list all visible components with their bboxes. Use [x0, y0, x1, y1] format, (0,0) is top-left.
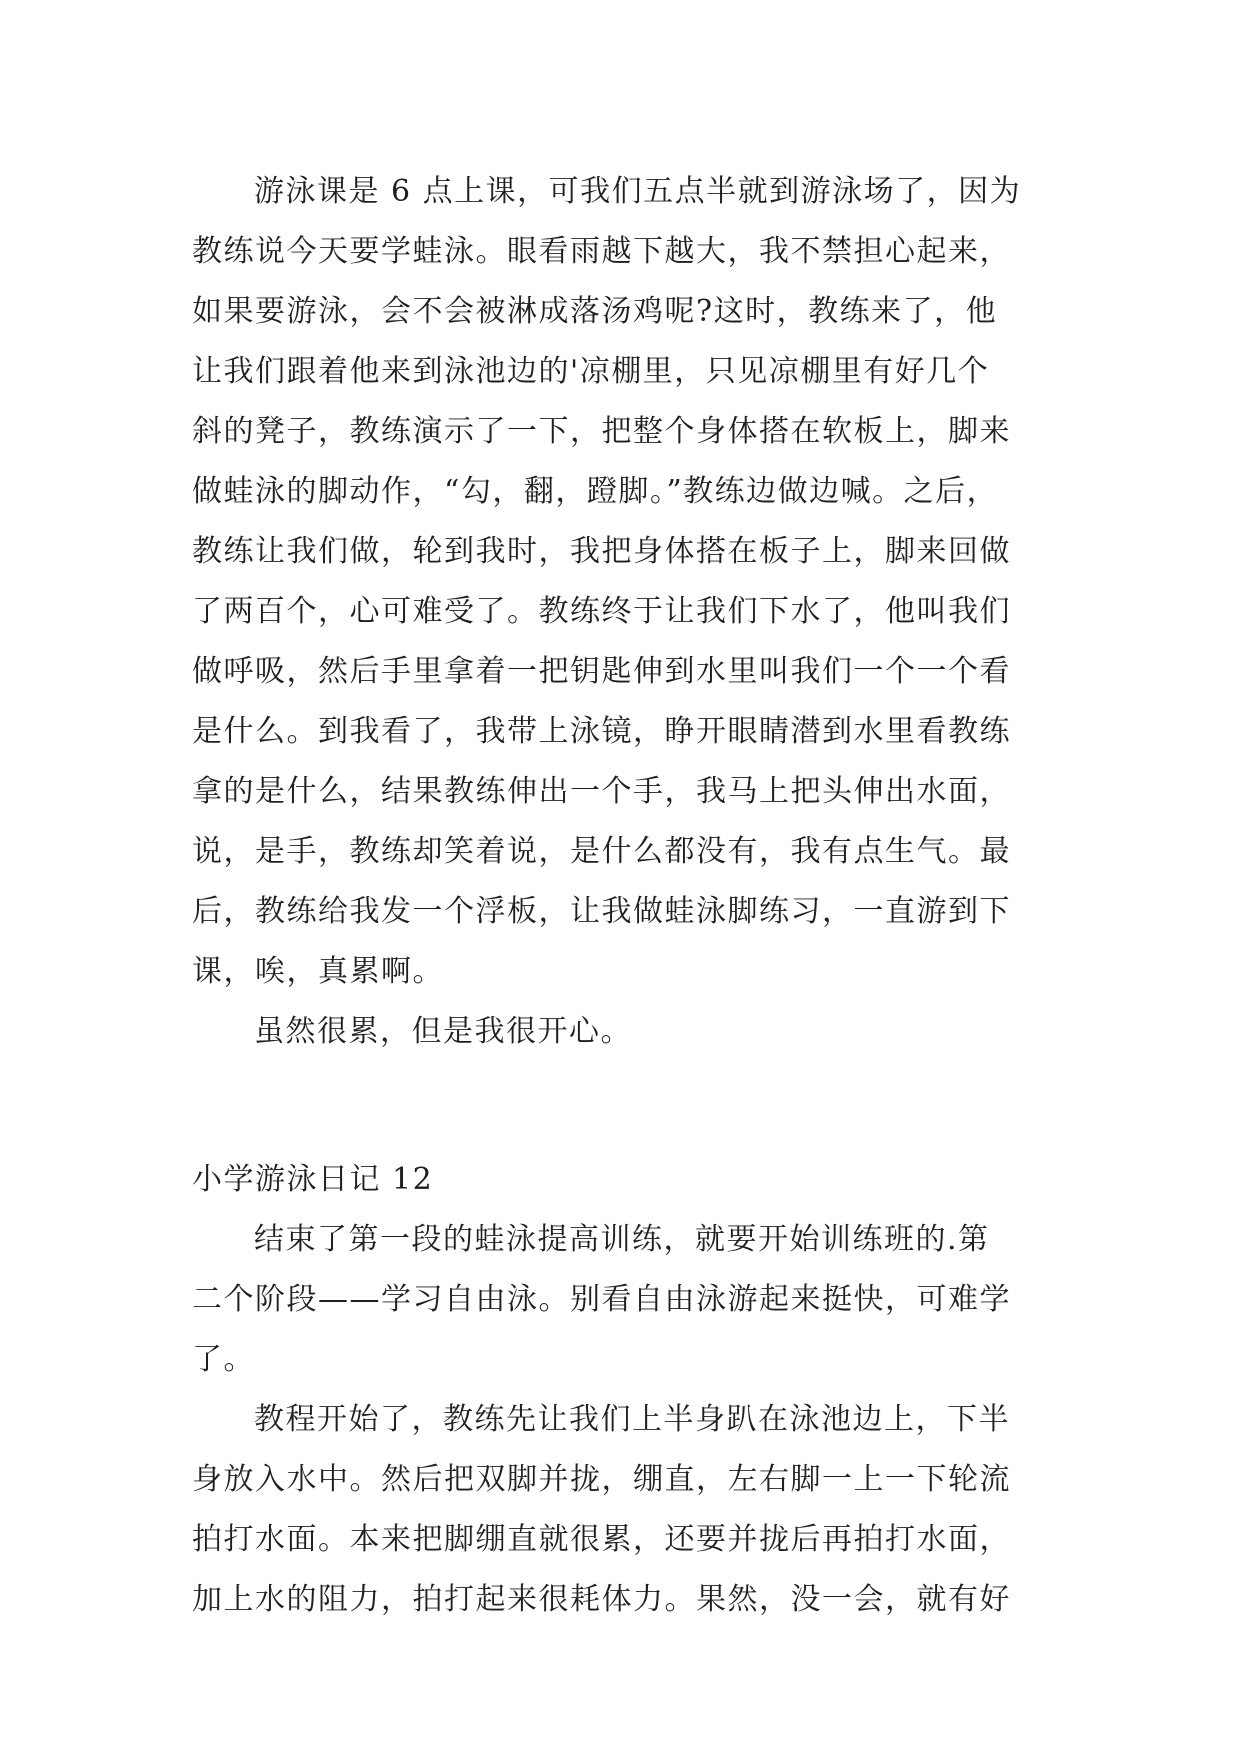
paragraph-line: 后，教练给我发一个浮板，让我做蛙泳脚练习，一直游到下 — [192, 894, 1011, 929]
paragraph-line: 教练让我们做，轮到我时，我把身体搭在板子上，脚来回做 — [192, 534, 1011, 569]
paragraph-line: 课，唉，真累啊。 — [192, 954, 444, 989]
paragraph-line: 让我们跟着他来到泳池边的'凉棚里，只见凉棚里有好几个 — [192, 354, 990, 389]
paragraph-line: 二个阶段——学习自由泳。别看自由泳游起来挺快，可难学 — [192, 1282, 1011, 1317]
paragraph-line: 如果要游泳，会不会被淋成落汤鸡呢?这时，教练来了，他 — [192, 294, 998, 329]
paragraph-line: 拿的是什么，结果教练伸出一个手，我马上把头伸出水面， — [192, 774, 1011, 809]
paragraph-line: 虽然很累，但是我很开心。 — [254, 1014, 632, 1049]
paragraph-line: 结束了第一段的蛙泳提高训练，就要开始训练班的.第 — [254, 1222, 990, 1257]
paragraph-line: 是什么。到我看了，我带上泳镜，睁开眼睛潜到水里看教练 — [192, 714, 1011, 749]
paragraph-line: 游泳课是 6 点上课，可我们五点半就到游泳场了，因为 — [254, 174, 1022, 209]
paragraph-line: 做蛙泳的脚动作，“勾，翻，蹬脚。”教练边做边喊。之后， — [192, 474, 999, 509]
section-gap — [192, 1062, 1052, 1150]
document-body — [192, 162, 1052, 1630]
section-heading: 小学游泳日记 12 — [192, 1162, 434, 1197]
paragraph-line: 教练说今天要学蛙泳。眼看雨越下越大，我不禁担心起来， — [192, 234, 1011, 269]
paragraph-line: 身放入水中。然后把双脚并拢，绷直，左右脚一上一下轮流 — [192, 1462, 1011, 1497]
paragraph-line: 了。 — [192, 1342, 255, 1377]
paragraph-line: 加上水的阻力，拍打起来很耗体力。果然，没一会，就有好 — [192, 1582, 1011, 1617]
paragraph-line: 拍打水面。本来把脚绷直就很累，还要并拢后再拍打水面， — [192, 1522, 1011, 1557]
paragraph-line: 了两百个，心可难受了。教练终于让我们下水了，他叫我们 — [192, 594, 1011, 629]
paragraph-line: 做呼吸，然后手里拿着一把钥匙伸到水里叫我们一个一个看 — [192, 654, 1011, 689]
paragraph-line: 说，是手，教练却笑着说，是什么都没有，我有点生气。最 — [192, 834, 1011, 869]
paragraph-line: 教程开始了，教练先让我们上半身趴在泳池边上，下半 — [254, 1402, 1010, 1437]
paragraph-line: 斜的凳子，教练演示了一下，把整个身体搭在软板上，脚来 — [192, 414, 1011, 449]
